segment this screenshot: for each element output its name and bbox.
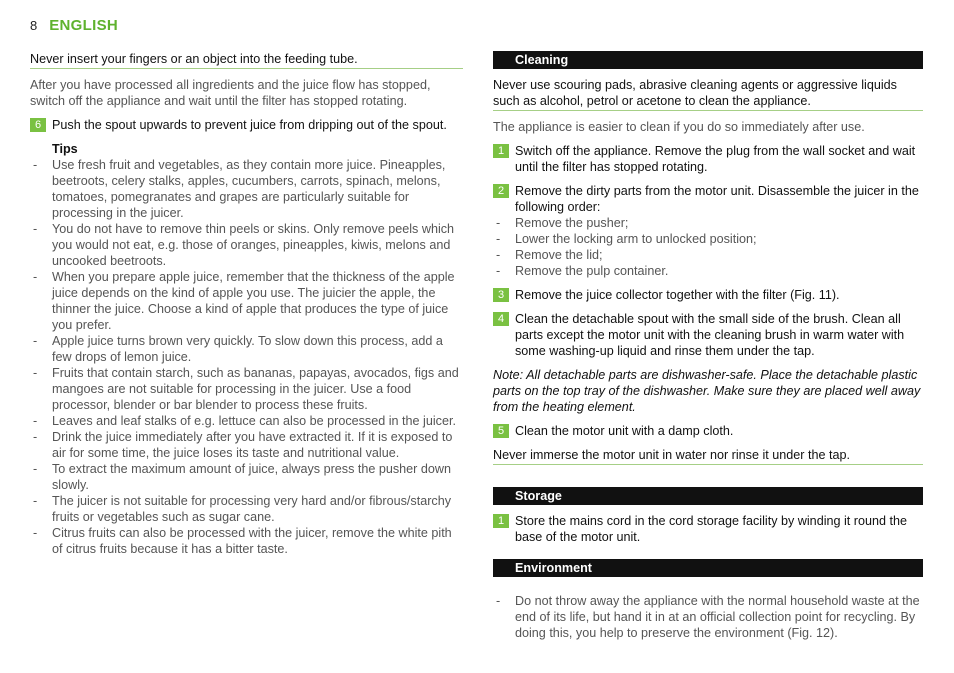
step-6 [30,117,463,133]
dishwasher-note: Note: All detachable parts are dishwasher-safe. Place the detachable plastic parts on the top tray of the dishwasher. Make sure they are placed well away from the heating element. [493,368,921,414]
language-label: ENGLISH [49,17,119,34]
list-item: - Do not throw away the appliance with the normal household waste at the end of its life, but hand it in at an official collection point for recycling. By doing this, you help to preserve the environment (Fig. 12). [493,593,923,641]
cleaning-step-2 [493,183,923,215]
step-number: 1 [493,144,509,158]
step-text: Remove the juice collector together with the filter (Fig. 11). [515,288,840,302]
right-column [493,51,923,649]
environment-list [493,593,923,641]
tips-list [30,157,463,557]
list-item: - Use fresh fruit and vegetables, as they contain more juice. Pineapples, beetroots, celery stalks, apples, cucumbers, carrots, spinach, melons, tomatoes, pomegranates and grapes are particularly suitable for processing in the juicer. [30,157,463,221]
environment-section-title: Environment [493,559,923,577]
page-header [30,17,118,34]
step-number: 5 [493,424,509,438]
list-item: - Citrus fruits can also be processed with the juicer, remove the white pith of citrus fruits because it has a bitter taste. [30,525,463,557]
cleaning-step-4 [493,311,923,359]
list-item: - You do not have to remove thin peels or skins. Only remove peels which you would not eat, e.g. those of oranges, pineapples, kiwis, melons and uncooked beetroots. [30,221,463,269]
cleaning-intro: The appliance is easier to clean if you do so immediately after use. [493,120,865,134]
list-item: - When you prepare apple juice, remember that the thickness of the apple juice depends on the kind of apple you use. The juicier the apple, the thinner the juice. Choose a kind of apple that produces the type of juice you prefer. [30,269,463,333]
step-text: Remove the dirty parts from the motor unit. Disassemble the juicer in the following order: [515,184,919,214]
list-item: - Remove the pulp container. [493,263,923,279]
storage-step-1 [493,513,923,545]
step-number: 3 [493,288,509,302]
step-text: Clean the motor unit with a damp cloth. [515,424,734,438]
cleaning-step-5 [493,423,923,439]
list-item: - Drink the juice immediately after you have extracted it. If it is exposed to air for some time, the juice loses its taste and nutritional value. [30,429,463,461]
step-text: Push the spout upwards to prevent juice from dripping out of the spout. [52,118,447,132]
step-text: Clean the detachable spout with the small side of the brush. Clean all parts except the motor unit with the cleaning brush in warm water with some washing-up liquid and rinse them under the tap. [515,312,905,358]
list-item: - Leaves and leaf stalks of e.g. lettuce can also be processed in the juicer. [30,413,463,429]
step-number: 1 [493,514,509,528]
feeding-tube-warning: Never insert your fingers or an object into the feeding tube. [30,51,463,69]
storage-section-title: Storage [493,487,923,505]
after-processing-paragraph: After you have processed all ingredients and the juice flow has stopped, switch off the appliance and wait until the filter has stopped rotating. [30,78,431,108]
page-number: 8 [30,18,38,33]
step-text: Switch off the appliance. Remove the plug from the wall socket and wait until the filter has stopped rotating. [515,144,916,174]
list-item: - The juicer is not suitable for processing very hard and/or fibrous/starchy fruits or vegetables such as sugar cane. [30,493,463,525]
cleaning-step-3 [493,287,923,303]
immerse-warning: Never immerse the motor unit in water nor rinse it under the tap. [493,447,923,465]
cleaning-section-title: Cleaning [493,51,923,69]
list-item: - Remove the lid; [493,247,923,263]
step-number: 6 [30,118,46,132]
step-text: Store the mains cord in the cord storage facility by winding it round the base of the motor unit. [515,514,908,544]
disassembly-order-list [493,215,923,279]
list-item: - Apple juice turns brown very quickly. To slow down this process, add a few drops of lemon juice. [30,333,463,365]
list-item: - To extract the maximum amount of juice, always press the pusher down slowly. [30,461,463,493]
tips-heading: Tips [52,142,78,156]
list-item: - Fruits that contain starch, such as bananas, papayas, avocados, figs and mangoes are not suitable for processing in the juicer. Use a food processor, blender or bar blender to process these fruits. [30,365,463,413]
list-item: - Lower the locking arm to unlocked position; [493,231,923,247]
list-item: - Remove the pusher; [493,215,923,231]
cleaning-warning: Never use scouring pads, abrasive cleaning agents or aggressive liquids such as alcohol, petrol or acetone to clean the appliance. [493,77,923,111]
step-number: 4 [493,312,509,326]
step-number: 2 [493,184,509,198]
left-column [30,51,463,565]
cleaning-step-1 [493,143,923,175]
